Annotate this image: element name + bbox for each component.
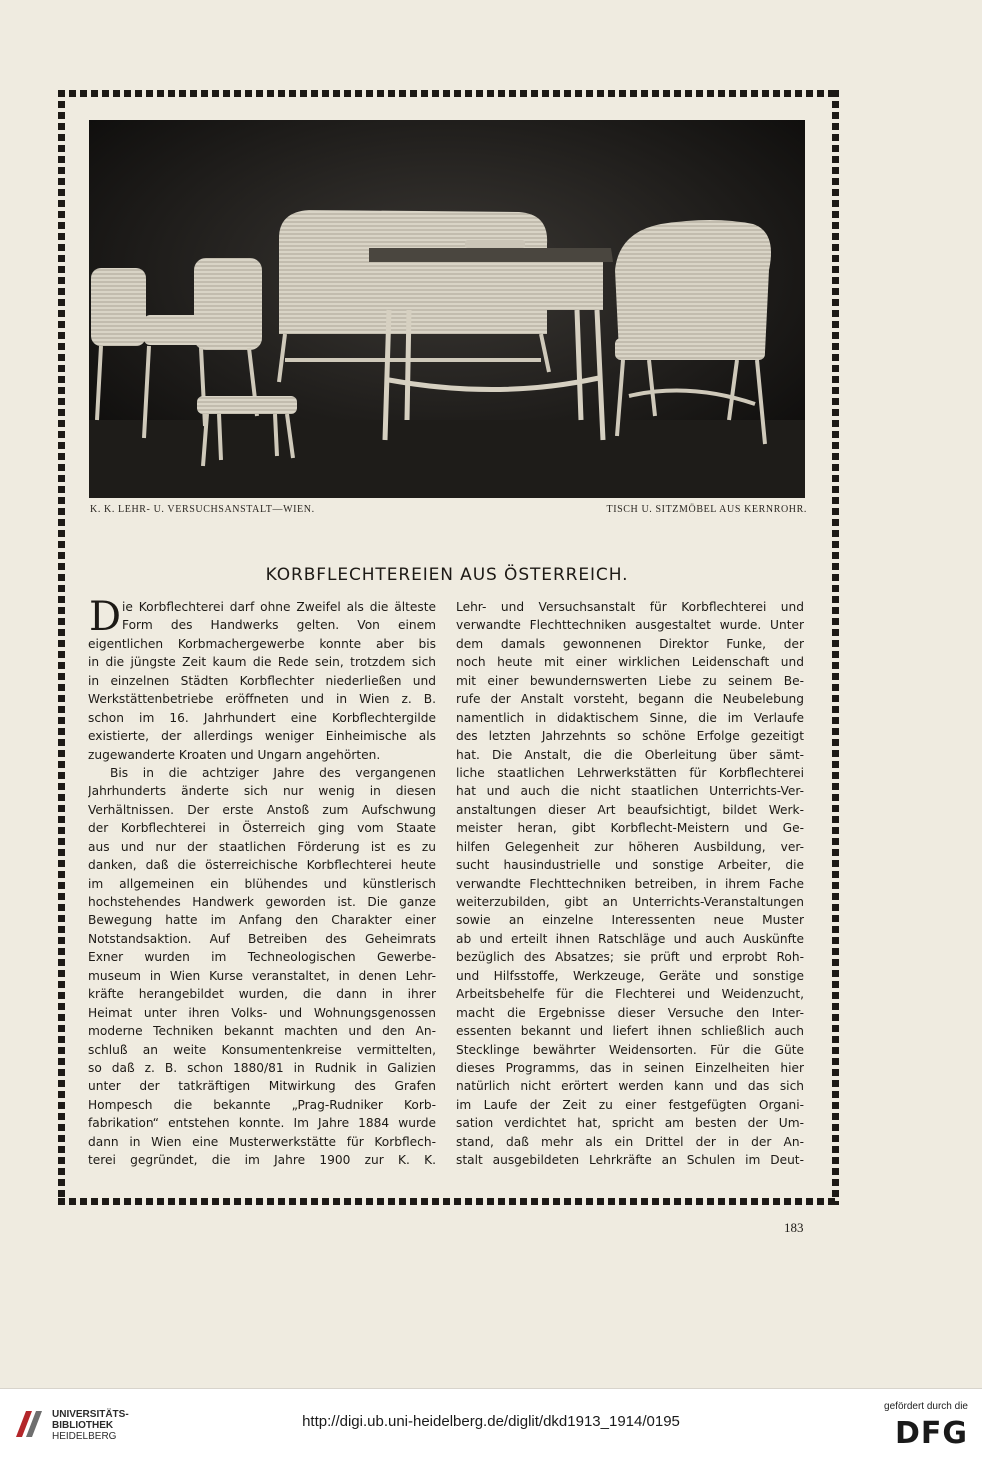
text-line: im allgemeinen ein blühendes und künstlerisch [88, 876, 436, 891]
text-line: Werkstättenbetriebe eröffneten und in Wien z. B. [88, 692, 436, 707]
text-line: museum in Wien Kurse veranstaltet, in denen Lehr- [88, 968, 436, 983]
text-line: Verhältnissen. Der erste Anstoß zum Aufschwung [88, 802, 436, 817]
text-line: ie Korbflechterei darf ohne Zweifel als die älteste [122, 600, 436, 614]
text-line: schluß an weite Konsumentenkreise vermittelten, [88, 1042, 436, 1057]
text-line: sucht hausindustrielle und sonstige Arbeiter, die [456, 858, 804, 873]
text-line: Jahrhunderts änderte sich nur wenig in diesen [88, 784, 436, 799]
text-line: terei gegründet, die im Jahre 1900 zur K. K. [88, 1153, 436, 1168]
text-column-right [456, 598, 804, 1170]
text-line: dem damals gewonnenen Direktor Funke, der [456, 636, 804, 651]
library-line-1: UNIVERSITÄTS- [52, 1409, 129, 1420]
drop-cap: D [89, 594, 122, 640]
text-line: bezüglich des Absatzes; sie prüft und erprobt Roh- [456, 950, 804, 965]
text-line: kräfte herangebildet wurden, die dann in ihrer [88, 987, 436, 1002]
library-line-3: HEIDELBERG [52, 1431, 117, 1442]
funding-note: gefördert durch die [884, 1401, 968, 1412]
text-line: verwandte Flechttechniken betreiben, in ihrem Fache [456, 876, 804, 891]
text-line: sowie an einzelne Interessenten neue Muster [456, 913, 804, 928]
text-line: macht die Ergebnisse dieser Versuche den Inter- [456, 1005, 804, 1020]
text-line: in einzelnen Städten Korbflechter niederließen und [88, 673, 436, 688]
library-line-2: BIBLIOTHEK [52, 1420, 114, 1431]
text-line: fabrikation“ entstehen konnte. Im Jahre 1884 wurde [88, 1116, 436, 1131]
text-line: weiterzubilden, gibt an Unterrichts-Veranstaltungen [456, 895, 804, 909]
dfg-logo: DFG [894, 1416, 968, 1451]
border-left [58, 90, 65, 1205]
text-line: in die jüngste Zeit kaum die Rede sein, trotzdem sich [88, 655, 436, 670]
text-line: Bis in die achtziger Jahre des vergangenen [110, 765, 436, 780]
text-line: im Laufe der Zeit zu einer festgefügten Organi- [456, 1097, 804, 1112]
border-right [832, 90, 839, 1205]
text-line: Exner wurden im Techneologischen Gewerbe- [88, 950, 436, 965]
text-line: meister heran, gibt Korbflecht-Meistern und Ge- [456, 821, 804, 836]
text-line: hochstehendes Handwerk geworden ist. Die ganze [88, 895, 436, 909]
text-line: mit einer bewundernswerten Liebe zu seinem Be- [456, 673, 804, 688]
text-line: Lehr- und Versuchsanstalt für Korbflechterei und [456, 600, 804, 614]
text-line: essenten bekannt und liefert ihnen schließlich auch [456, 1024, 804, 1039]
text-line: liche staatlichen Lehrwerkstätten für Korbflechterei [456, 765, 804, 780]
text-line: hat und auch die nicht staatlichen Unterrichts-Ver- [456, 784, 804, 799]
text-line: so daß z. B. schon 1880/81 in Rudnik in Galizien [88, 1060, 436, 1075]
text-line: der Korbflechterei in Österreich ging vom Staate [88, 821, 436, 836]
text-line: ab und erteilt ihnen Ratschläge und auch Auskünfte [456, 931, 804, 946]
digitization-footer [0, 1388, 982, 1461]
text-line: rufe der Anstalt vorsteht, begann die Neubelebung [456, 692, 804, 707]
text-line: eigentlichen Korbmachergewerbe konnte aber bis [88, 636, 436, 651]
text-line: Notstandsaktion. Auf Betreiben des Geheimrats [88, 931, 436, 946]
text-line: hat. Die Anstalt, die die Oberleitung über sämt- [456, 747, 804, 762]
text-line: hilfen Gelegenheit zur höheren Ausbildung, ver- [456, 839, 804, 854]
furniture-photograph [89, 120, 805, 498]
text-line: Form des Handwerks gelten. Von einem [122, 618, 436, 633]
text-line: Arbeitsbehelfe für die Flechterei und Weidenzucht, [456, 987, 804, 1002]
permalink-url[interactable]: http://digi.ub.uni-heidelberg.de/diglit/dkd1913_1914/0195 [302, 1413, 680, 1430]
figure-caption-left: K. K. LEHR- U. VERSUCHSANSTALT—WIEN. [90, 504, 315, 515]
article-title: KORBFLECHTEREIEN AUS ÖSTERREICH. [265, 565, 629, 585]
figure-caption-right: TISCH U. SITZMÖBEL AUS KERNROHR. [606, 504, 807, 515]
text-line: verwandte Flechttechniken ausgestaltet wurde. Unter [456, 618, 804, 633]
text-line: Stecklinge bewährter Weidensorten. Für die Güte [456, 1042, 804, 1057]
text-line: anstaltungen dieser Art beaufsichtigt, bildet Werk- [456, 802, 804, 817]
text-line: dieses Programms, das in seinen Einzelheiten hier [456, 1060, 804, 1075]
text-line: und Hilfsstoffe, Werkzeuge, Geräte und sonstige [456, 968, 804, 983]
text-line: Bewegung hatte im Anfang den Charakter einer [88, 913, 436, 928]
text-line: Heimat unter ihren Volks- und Wohnungsgenossen [88, 1005, 436, 1020]
text-line: existierte, der allerdings weniger Einheimische als [88, 729, 436, 744]
text-line: sation verdichtet hat, spricht am besten der Um- [456, 1116, 804, 1131]
text-line: aus und nur der staatlichen Förderung ist es zu [88, 839, 436, 854]
text-line: stalt ausgebildeten Lehrkräfte an Schulen im Deut- [456, 1153, 804, 1168]
text-line: noch heute mit einer wirklichen Leidenschaft und [456, 655, 804, 670]
text-line: moderne Techniken bekannt machten und den An- [88, 1024, 436, 1039]
page-number: 183 [784, 1220, 804, 1235]
text-line: Hompesch die bekannte „Prag-Rudniker Korb- [88, 1097, 436, 1112]
border-bottom [58, 1198, 839, 1205]
text-line: des letzten Jahrzehnts so schöne Erfolge gezeitigt [456, 729, 804, 744]
text-line: stand, daß mehr als ein Drittel der in der An- [456, 1134, 804, 1149]
text-line: schon im 16. Jahrhundert eine Korbflechtergilde [88, 710, 436, 725]
text-line: natürlich nicht erörtert werden kann und das sich [456, 1079, 804, 1094]
text-line: namentlich in didaktischem Sinne, die im Verlaufe [456, 710, 804, 725]
border-top [58, 90, 839, 97]
text-column-left [88, 594, 436, 1170]
text-line: zugewanderte Kroaten und Ungarn angehörten. [88, 747, 381, 762]
text-line: unter der tatkräftigen Mitwirkung des Grafen [88, 1079, 436, 1094]
text-line: dann in Wien eine Musterwerkstätte für Korbflech- [88, 1134, 436, 1149]
text-line: danken, daß die österreichische Korbflechterei heute [88, 858, 436, 873]
